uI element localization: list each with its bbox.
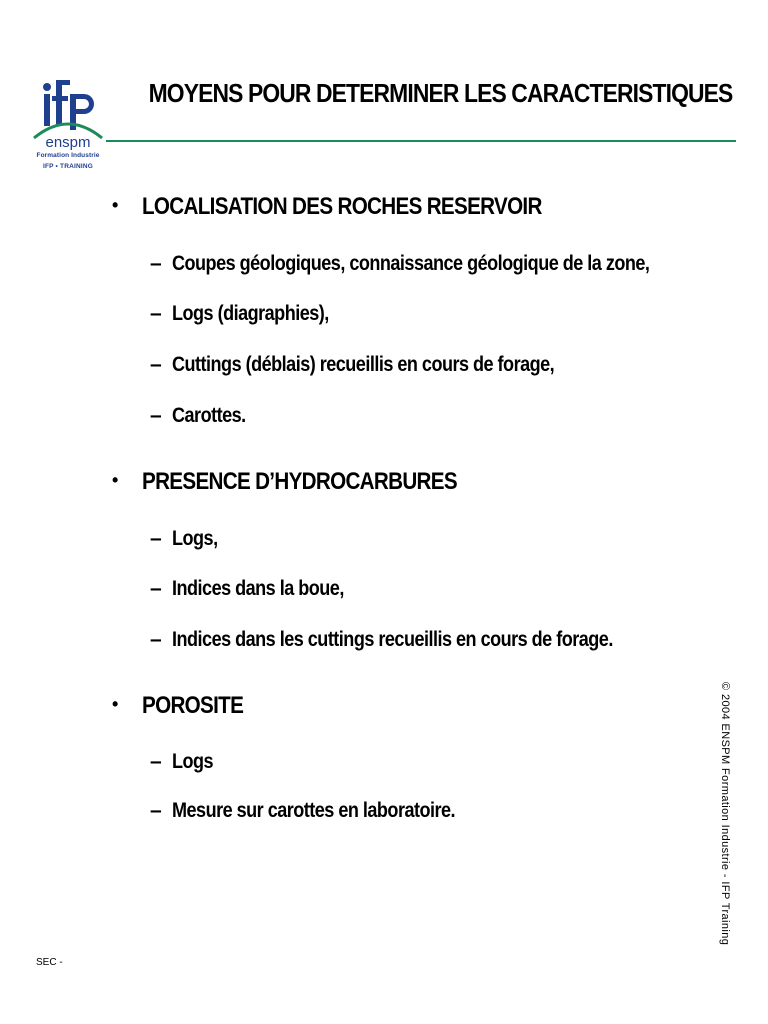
list-item-text: Indices dans la boue, bbox=[172, 577, 344, 600]
list-item bbox=[150, 252, 727, 276]
dash-marker: – bbox=[150, 799, 162, 822]
logo-training-text: IFP • TRAINING bbox=[42, 163, 94, 170]
list-item bbox=[150, 799, 501, 823]
list-item bbox=[150, 302, 354, 326]
list-item bbox=[150, 628, 685, 652]
dash-marker: – bbox=[150, 302, 162, 325]
bullet-marker: • bbox=[112, 470, 118, 490]
logo-enspm-text: enspm bbox=[45, 134, 91, 151]
section-heading-text: LOCALISATION DES ROCHES RESERVOIR bbox=[142, 193, 542, 220]
section-heading-localisation bbox=[112, 193, 607, 221]
list-item-text: Indices dans les cuttings recueillis en cours de forage. bbox=[172, 628, 613, 651]
dash-marker: – bbox=[150, 353, 162, 376]
list-item-text: Mesure sur carottes en laboratoire. bbox=[172, 799, 456, 822]
dash-marker: – bbox=[150, 750, 162, 773]
copyright-notice: © 2004 ENSPM Formation Industrie - IFP Training bbox=[719, 682, 731, 946]
ifp-enspm-logo bbox=[30, 72, 106, 176]
list-item bbox=[150, 404, 258, 428]
dash-marker: – bbox=[150, 577, 162, 600]
ifp-logo-mark bbox=[30, 72, 106, 152]
list-item bbox=[150, 527, 225, 551]
logo-formation-text: Formation Industrie bbox=[36, 152, 100, 159]
section-heading-hydrocarbures bbox=[112, 468, 508, 496]
list-item bbox=[150, 353, 616, 377]
title-divider bbox=[106, 140, 736, 142]
dash-marker: – bbox=[150, 404, 162, 427]
list-item bbox=[150, 750, 220, 774]
list-item bbox=[150, 577, 372, 601]
list-item-text: Carottes. bbox=[172, 404, 246, 427]
section-heading-porosite bbox=[112, 692, 260, 720]
list-item-text: Coupes géologiques, connaissance géologique de la zone, bbox=[172, 252, 650, 275]
list-item-text: Logs, bbox=[172, 527, 218, 550]
list-item-text: Cuttings (déblais) recueillis en cours de forage, bbox=[172, 353, 555, 376]
slide-title: MOYENS POUR DETERMINER LES CARACTERISTIQUES bbox=[148, 78, 732, 108]
slide-code: SEC - bbox=[36, 957, 63, 968]
list-item-text: Logs bbox=[172, 750, 214, 773]
dash-marker: – bbox=[150, 527, 162, 550]
bullet-marker: • bbox=[112, 694, 118, 714]
dash-marker: – bbox=[150, 628, 162, 651]
section-heading-text: POROSITE bbox=[142, 692, 244, 719]
bullet-marker: • bbox=[112, 195, 118, 215]
list-item-text: Logs (diagraphies), bbox=[172, 302, 329, 325]
dash-marker: – bbox=[150, 252, 162, 275]
section-heading-text: PRESENCE D’HYDROCARBURES bbox=[142, 468, 457, 495]
